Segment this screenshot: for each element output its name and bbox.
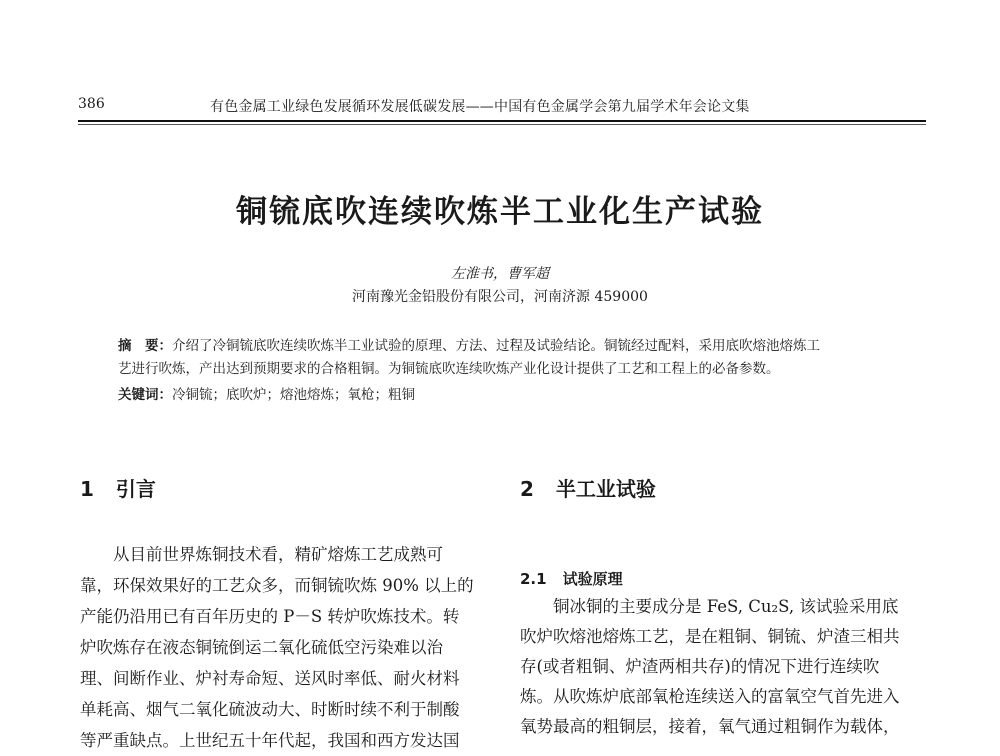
header-rule-thin <box>78 124 926 125</box>
header-rule <box>78 120 926 122</box>
section-1-title: 引言 <box>115 477 156 501</box>
body-line: 单耗高、烟气二氧化硫波动大、时断时续不利于制酸 <box>80 700 460 719</box>
page-number: 386 <box>78 96 105 112</box>
section-2-number: 2 <box>520 477 534 501</box>
affiliation: 河南豫光金铅股份有限公司，河南济源 459000 <box>352 289 648 305</box>
section-2-title: 半工业试验 <box>555 477 656 501</box>
running-header: 有色金属工业绿色发展循环发展低碳发展——中国有色金属学会第九届学术年会论文集 <box>210 99 750 115</box>
body-line: 炉吹炼存在液态铜锍倒运二氧化硫低空污染难以治 <box>80 638 443 657</box>
subsection-2-1-heading <box>520 568 623 589</box>
section-1-number: 1 <box>80 477 94 501</box>
body-line: 产能仍沿用已有百年历史的 P－S 转炉吹炼技术。转 <box>80 607 460 626</box>
paper-title: 铜锍底吹连续吹炼半工业化生产试验 <box>236 194 764 230</box>
section-1-body <box>80 539 490 756</box>
body-line: 铜冰铜的主要成分是 FeS, Cu₂S, 该试验采用底 <box>553 597 899 616</box>
abstract-line <box>118 335 908 358</box>
keywords-label: 关键词： <box>118 387 172 403</box>
body-line: 吹炉吹熔池熔炼工艺，是在粗铜、铜锍、炉渣三相共 <box>520 627 900 646</box>
body-line: 从目前世界炼铜技术看，精矿熔炼工艺成熟可 <box>113 545 443 564</box>
subsection-number: 2.1 <box>520 570 547 588</box>
abstract-label: 摘 要： <box>118 338 172 354</box>
authors: 左淮书，曹军超 <box>451 266 549 282</box>
body-line: 炼。从吹炼炉底部氧枪连续送入的富氧空气首先进入 <box>520 687 900 706</box>
abstract <box>118 335 908 381</box>
body-line: 靠，环保效果好的工艺众多，而铜锍吹炼 90% 以上的 <box>80 576 474 595</box>
body-line: 理、间断作业、炉衬寿命短、送风时率低、耐火材料 <box>80 669 460 688</box>
section-2-heading <box>520 473 656 502</box>
keywords-text: 冷铜锍；底吹炉；熔池熔炼；氧枪；粗铜 <box>172 387 415 403</box>
section-2-body <box>520 592 930 742</box>
body-line: 等严重缺点。上世纪五十年代起，我国和西方发达国 <box>80 731 460 750</box>
body-line: 氧势最高的粗铜层，接着，氧气通过粗铜作为载体， <box>520 717 900 736</box>
body-line: 存(或者粗铜、炉渣两相共存)的情况下进行连续吹 <box>520 657 880 676</box>
keywords <box>118 383 415 403</box>
abstract-line: 艺进行吹炼，产出达到预期要求的合格粗铜。为铜锍底吹连续吹炼产业化设计提供了工艺和工程上的必备参数。 <box>118 361 780 377</box>
section-1-heading <box>80 473 156 502</box>
abstract-text: 介绍了冷铜锍底吹连续吹炼半工业试验的原理、方法、过程及试验结论。铜锍经过配料，采用底吹熔池熔炼工 <box>172 338 820 354</box>
subsection-title: 试验原理 <box>562 570 623 588</box>
